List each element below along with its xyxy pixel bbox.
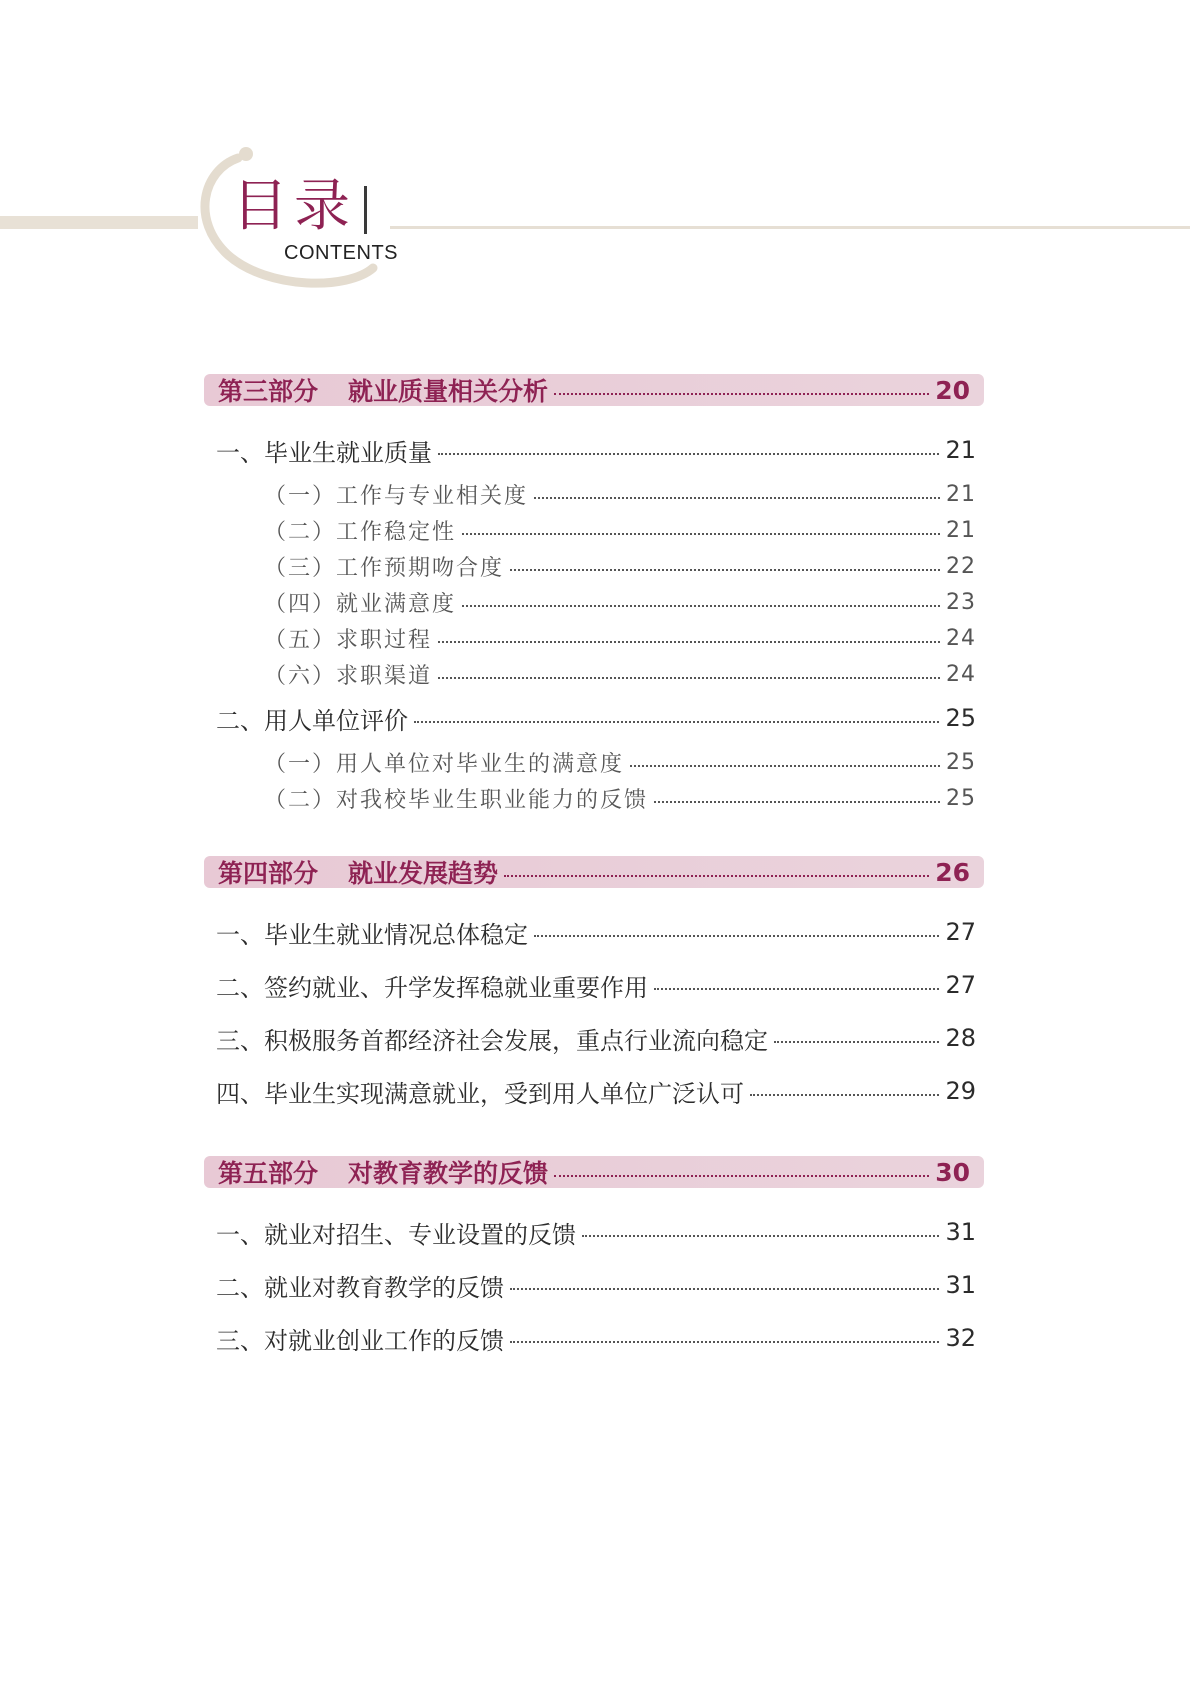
page-number: 23 xyxy=(946,589,976,615)
subsection-title: （三）工作预期吻合度 xyxy=(264,555,505,581)
toc-section-row[interactable] xyxy=(216,698,976,738)
leader-dots xyxy=(654,988,939,990)
page-number: 27 xyxy=(945,918,976,946)
leader-dots xyxy=(438,677,940,679)
subsection-title: （二）工作稳定性 xyxy=(264,519,457,545)
part-number: 第三部分 xyxy=(218,377,319,406)
toc-subsection-row[interactable] xyxy=(264,546,976,586)
section-title: 一、毕业生就业情况总体稳定 xyxy=(216,920,528,949)
page-number: 25 xyxy=(946,785,976,811)
toc-part-row[interactable] xyxy=(204,374,984,406)
leader-dots xyxy=(534,497,940,499)
leader-dots xyxy=(414,721,939,723)
part-title: 就业发展趋势 xyxy=(348,859,499,888)
leader-dots xyxy=(510,1341,939,1343)
subsection-title: （一）工作与专业相关度 xyxy=(264,483,529,509)
page-number: 21 xyxy=(946,481,976,507)
section-title: 二、签约就业、升学发挥稳就业重要作用 xyxy=(216,973,648,1002)
page-number: 32 xyxy=(945,1324,976,1352)
part-number: 第四部分 xyxy=(218,859,319,888)
leader-dots xyxy=(510,569,940,571)
subsection-title: （二）对我校毕业生职业能力的反馈 xyxy=(264,787,649,813)
page-title: 目录 xyxy=(232,174,356,239)
leader-dots xyxy=(554,1175,929,1177)
leader-dots xyxy=(438,641,940,643)
toc-section-row[interactable] xyxy=(216,1071,976,1111)
section-title: 一、就业对招生、专业设置的反馈 xyxy=(216,1220,576,1249)
leader-dots xyxy=(750,1094,939,1096)
leader-dots xyxy=(438,453,939,455)
leader-dots xyxy=(630,765,940,767)
leader-dots xyxy=(554,393,929,395)
leader-dots xyxy=(504,875,929,877)
section-title: 四、毕业生实现满意就业，受到用人单位广泛认可 xyxy=(216,1079,744,1108)
toc-section-row[interactable] xyxy=(216,1018,976,1058)
section-title: 三、积极服务首都经济社会发展，重点行业流向稳定 xyxy=(216,1026,768,1055)
page-number: 24 xyxy=(946,661,976,687)
part-title: 就业质量相关分析 xyxy=(348,377,549,406)
toc-section-row[interactable] xyxy=(216,430,976,470)
toc-section-row[interactable] xyxy=(216,965,976,1005)
toc-subsection-row[interactable] xyxy=(264,742,976,782)
page-number: 29 xyxy=(945,1077,976,1105)
toc-subsection-row[interactable] xyxy=(264,474,976,514)
subsection-title: （五）求职过程 xyxy=(264,627,433,653)
section-title: 二、用人单位评价 xyxy=(216,706,408,735)
toc-subsection-row[interactable] xyxy=(264,618,976,658)
page-number: 21 xyxy=(945,436,976,464)
subsection-title: （六）求职渠道 xyxy=(264,663,433,689)
leader-dots xyxy=(510,1288,939,1290)
page-number: 27 xyxy=(945,971,976,999)
toc-subsection-row[interactable] xyxy=(264,582,976,622)
toc-section-row[interactable] xyxy=(216,1212,976,1252)
section-title: 一、毕业生就业质量 xyxy=(216,438,432,467)
toc-subsection-row[interactable] xyxy=(264,510,976,550)
page-number: 25 xyxy=(946,749,976,775)
page-number: 28 xyxy=(945,1024,976,1052)
page-number: 20 xyxy=(935,375,970,405)
page-number: 31 xyxy=(945,1271,976,1299)
toc-section-row[interactable] xyxy=(216,912,976,952)
toc-section-row[interactable] xyxy=(216,1318,976,1358)
page-number: 24 xyxy=(946,625,976,651)
page-number: 21 xyxy=(946,517,976,543)
page-number: 30 xyxy=(935,1157,970,1187)
page-number: 26 xyxy=(935,857,970,887)
toc-section-row[interactable] xyxy=(216,1265,976,1305)
subsection-title: （一）用人单位对毕业生的满意度 xyxy=(264,751,625,777)
page-number: 31 xyxy=(945,1218,976,1246)
leader-dots xyxy=(774,1041,939,1043)
leader-dots xyxy=(654,801,940,803)
leader-dots xyxy=(462,605,940,607)
leader-dots xyxy=(582,1235,939,1237)
page-number: 25 xyxy=(945,704,976,732)
page-subtitle: CONTENTS xyxy=(284,242,398,264)
subsection-title: （四）就业满意度 xyxy=(264,591,457,617)
part-title: 对教育教学的反馈 xyxy=(348,1159,549,1188)
leader-dots xyxy=(462,533,940,535)
toc-subsection-row[interactable] xyxy=(264,778,976,818)
toc-part-row[interactable] xyxy=(204,856,984,888)
leader-dots xyxy=(534,935,939,937)
page-number: 22 xyxy=(946,553,976,579)
section-title: 二、就业对教育教学的反馈 xyxy=(216,1273,504,1302)
part-number: 第五部分 xyxy=(218,1159,319,1188)
toc-part-row[interactable] xyxy=(204,1156,984,1188)
section-title: 三、对就业创业工作的反馈 xyxy=(216,1326,504,1355)
toc-subsection-row[interactable] xyxy=(264,654,976,694)
